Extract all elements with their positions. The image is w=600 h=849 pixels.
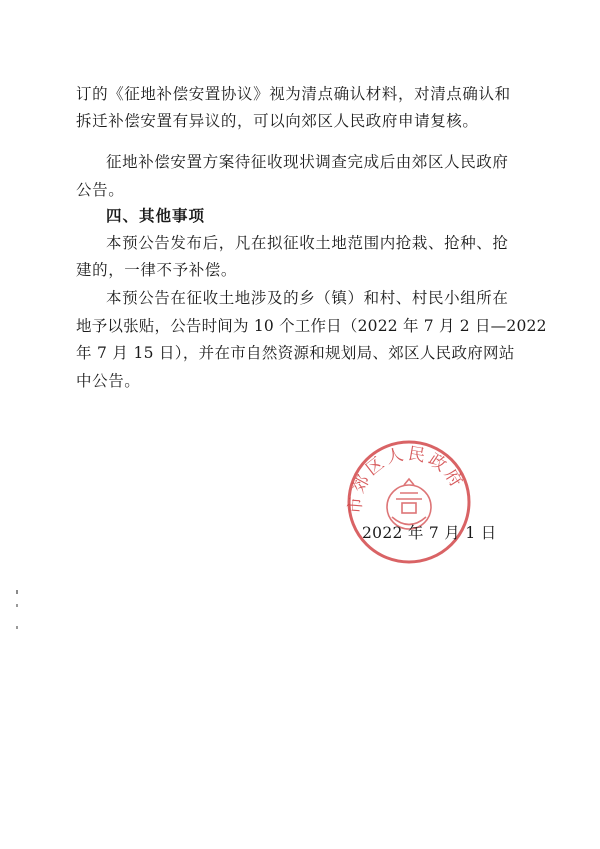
para1-line1: 订的《征地补偿安置协议》视为清点确认材料，对清点确认和 [76,85,511,103]
section-heading: 四、其他事项 [106,207,206,225]
scan-marks [10,590,24,640]
para4-line2: 地予以张贴，公告时间为 10 个工作日（2022 年 7 月 2 日—2022 [76,317,547,335]
official-seal [344,437,474,567]
para4-line4: 中公告。 [76,372,141,390]
para4-line1: 本预公告在征收土地涉及的乡（镇）和村、村民小组所在 [106,289,509,307]
para3-line2: 建的，一律不予补偿。 [76,261,238,279]
document-date: 2022 年 7 月 1 日 [362,524,497,542]
para1-line2: 拆迁补偿安置有异议的，可以向郊区人民政府申请复核。 [76,112,479,130]
para4-line3: 年 7 月 15 日），并在市自然资源和规划局、郊区人民政府网站 [76,344,515,362]
para2-line1: 征地补偿安置方案待征收现状调查完成后由郊区人民政府 [106,153,509,171]
seal-emblem-icon [387,479,431,529]
svg-text:市郊区人民政府: 市郊区人民政府 [345,443,468,515]
para2-line2: 公告。 [76,181,125,199]
para3-line1: 本预公告发布后，凡在拟征收土地范围内抢栽、抢种、抢 [106,234,509,252]
